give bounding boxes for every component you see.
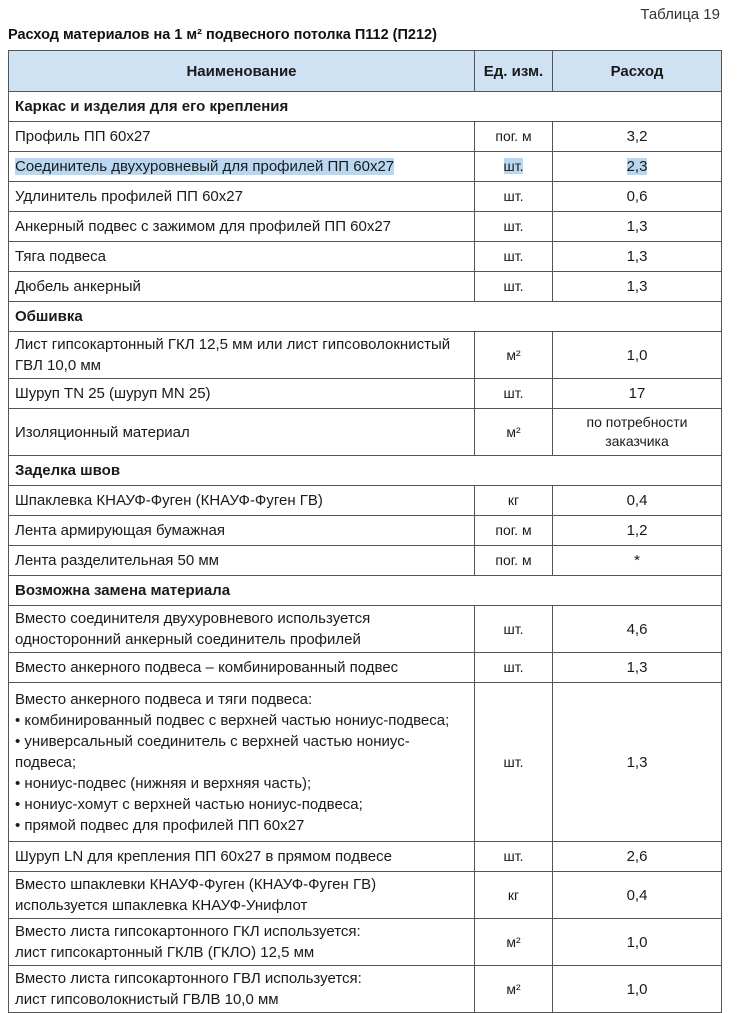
selected-text[interactable]: шт.	[503, 158, 524, 174]
section-joints: Заделка швов	[9, 456, 722, 486]
table-row	[9, 409, 722, 456]
row-amount: 17	[553, 379, 722, 409]
row-amount: 1,0	[553, 919, 722, 966]
table-row	[9, 606, 722, 653]
row-name: Вместо шпаклевки КНАУФ-Фуген (КНАУФ-Фуген ГВ) используется шпаклевка КНАУФ-Унифлот	[9, 872, 475, 919]
row-unit: пог. м	[475, 516, 553, 546]
row-unit: кг	[475, 486, 553, 516]
table-number: Таблица 19	[640, 6, 720, 23]
materials-table	[8, 50, 722, 1013]
row-amount: 0,4	[553, 872, 722, 919]
row-unit: кг	[475, 872, 553, 919]
row-amount: 0,4	[553, 486, 722, 516]
selected-text[interactable]: 2,3	[626, 158, 648, 175]
table-row	[9, 872, 722, 919]
row-amount: 2,6	[553, 842, 722, 872]
section-sheathing: Обшивка	[9, 302, 722, 332]
row-unit: пог. м	[475, 122, 553, 152]
row-unit: м²	[475, 332, 553, 379]
table-row	[9, 919, 722, 966]
row-unit[interactable]	[475, 152, 553, 182]
row-amount: 1,0	[553, 332, 722, 379]
row-amount: 1,3	[553, 212, 722, 242]
row-amount: 1,3	[553, 272, 722, 302]
row-unit: м²	[475, 409, 553, 456]
row-name: Дюбель анкерный	[9, 272, 475, 302]
row-name[interactable]	[9, 152, 475, 182]
row-unit: шт.	[475, 272, 553, 302]
row-name: Вместо листа гипсокартонного ГВЛ используется: лист гипсоволокнистый ГВЛВ 10,0 мм	[9, 966, 475, 1013]
row-amount: 1,0	[553, 966, 722, 1013]
row-amount[interactable]	[553, 152, 722, 182]
row-unit: шт.	[475, 242, 553, 272]
row-unit: м²	[475, 966, 553, 1013]
row-amount: 1,3	[553, 653, 722, 683]
row-unit: шт.	[475, 842, 553, 872]
table-row	[9, 379, 722, 409]
table-row	[9, 182, 722, 212]
row-name: Лента разделительная 50 мм	[9, 546, 475, 576]
table-row	[9, 122, 722, 152]
row-name: Анкерный подвес с зажимом для профилей ПП 60х27	[9, 212, 475, 242]
section-frame: Каркас и изделия для его крепления	[9, 92, 722, 122]
table-row	[9, 272, 722, 302]
row-name: Лист гипсокартонный ГКЛ 12,5 мм или лист гипсоволокнистый ГВЛ 10,0 мм	[9, 332, 475, 379]
row-name: Удлинитель профилей ПП 60х27	[9, 182, 475, 212]
row-name: Изоляционный материал	[9, 409, 475, 456]
table-row	[9, 242, 722, 272]
header-amount: Расход	[553, 51, 722, 92]
table-row	[9, 332, 722, 379]
row-amount: 1,3	[553, 242, 722, 272]
table-row	[9, 486, 722, 516]
row-name: Тяга подвеса	[9, 242, 475, 272]
row-name: Вместо листа гипсокартонного ГКЛ используется: лист гипсокартонный ГКЛВ (ГКЛО) 12,5 мм	[9, 919, 475, 966]
row-amount: по потребности заказчика	[553, 409, 722, 456]
row-name: Вместо анкерного подвеса и тяги подвеса: • комбинированный подвес с верхней частью нониус-подвеса; • универсальный соединитель с верхней частью нониус- подвеса; • нониус-подвес (нижняя и верхняя часть); • нониус-хомут с верхней частью нониус-подвеса; • прямой подвес для профилей ПП 60х27	[9, 683, 475, 842]
table-row	[9, 653, 722, 683]
row-amount: 3,2	[553, 122, 722, 152]
row-unit: шт.	[475, 606, 553, 653]
row-unit: шт.	[475, 182, 553, 212]
table-row	[9, 212, 722, 242]
row-amount: 1,2	[553, 516, 722, 546]
table-row	[9, 683, 722, 842]
row-unit: пог. м	[475, 546, 553, 576]
header-name: Наименование	[9, 51, 475, 92]
row-amount: 1,3	[553, 683, 722, 842]
row-unit: шт.	[475, 653, 553, 683]
row-unit: шт.	[475, 683, 553, 842]
table-row	[9, 966, 722, 1013]
header-unit: Ед. изм.	[475, 51, 553, 92]
row-unit: шт.	[475, 212, 553, 242]
row-name: Шуруп LN для крепления ПП 60х27 в прямом подвесе	[9, 842, 475, 872]
section-row	[9, 92, 722, 122]
row-name: Вместо анкерного подвеса – комбинированный подвес	[9, 653, 475, 683]
row-name: Вместо соединителя двухуровневого используется односторонний анкерный соединитель профилей	[9, 606, 475, 653]
table-row-highlighted	[9, 152, 722, 182]
header-row	[9, 51, 722, 92]
row-name: Шуруп TN 25 (шуруп MN 25)	[9, 379, 475, 409]
row-name: Лента армирующая бумажная	[9, 516, 475, 546]
row-amount: *	[553, 546, 722, 576]
row-name: Шпаклевка КНАУФ-Фуген (КНАУФ-Фуген ГВ)	[9, 486, 475, 516]
row-amount: 4,6	[553, 606, 722, 653]
section-row	[9, 302, 722, 332]
row-amount: 0,6	[553, 182, 722, 212]
section-row	[9, 576, 722, 606]
row-name: Профиль ПП 60х27	[9, 122, 475, 152]
selected-text[interactable]: Соединитель двухуровневый для профилей ПП 60х27	[15, 158, 395, 175]
section-replacement: Возможна замена материала	[9, 576, 722, 606]
table-row	[9, 842, 722, 872]
table-row	[9, 516, 722, 546]
table-row	[9, 546, 722, 576]
section-row	[9, 456, 722, 486]
row-unit: шт.	[475, 379, 553, 409]
row-unit: м²	[475, 919, 553, 966]
table-caption: Расход материалов на 1 м² подвесного потолка П112 (П212)	[8, 27, 437, 43]
